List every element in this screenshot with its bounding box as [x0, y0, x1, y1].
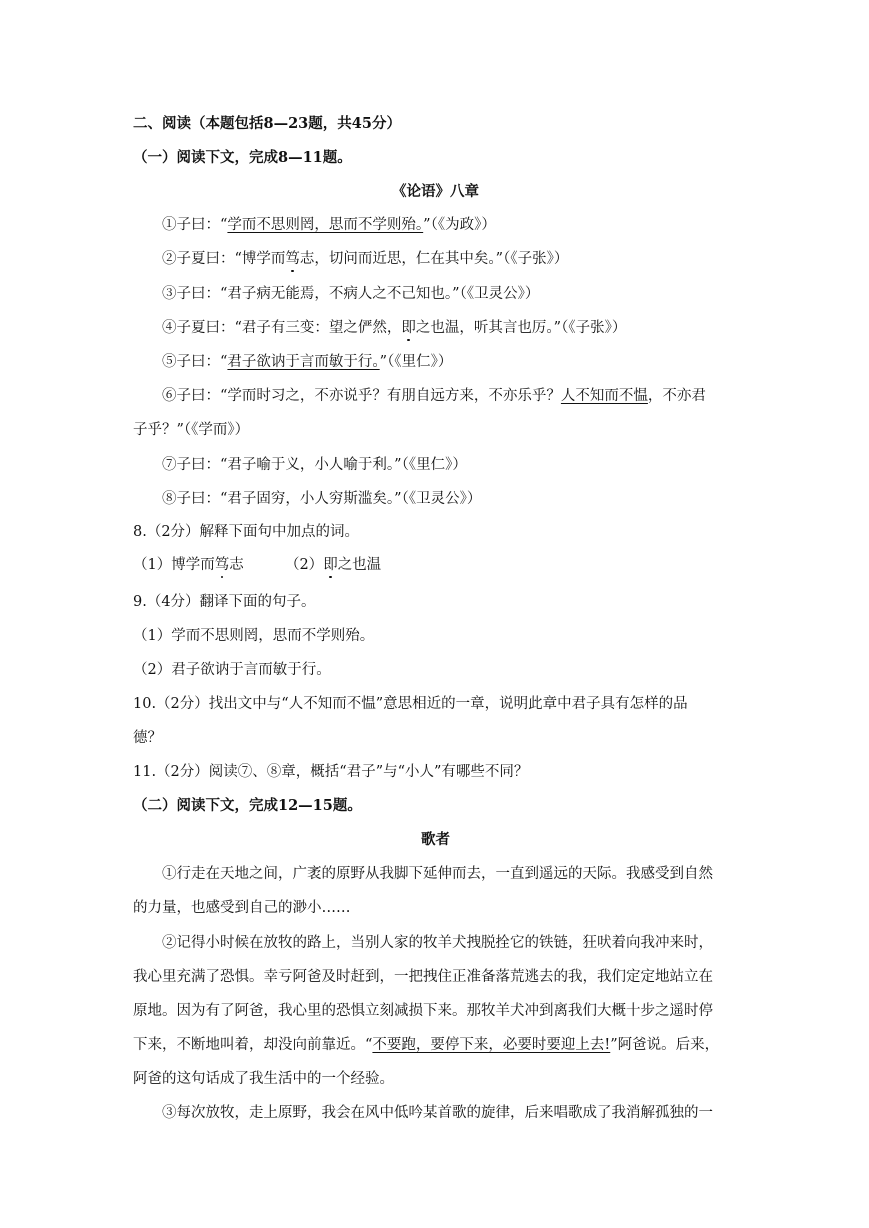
- chapter-2: ②子夏曰：“博学而笃志，切问而近思，仁在其中矣。”（《子张》）: [162, 251, 569, 267]
- dotted-character: 笃: [285, 251, 300, 267]
- underlined-text: 学而不思则罔，思而不学则殆。: [227, 217, 424, 233]
- part1-heading: （一）阅读下文，完成8—11题。: [133, 149, 352, 166]
- paragraph-2-line4: 下来，不断地叫着，却没向前靠近。“不要跑，要停下来，必要时要迎上去!”阿爸说。后来，: [133, 1037, 720, 1053]
- dotted-character: 即: [323, 557, 338, 573]
- paragraph-1-line1: ①行走在天地之间，广袤的原野从我脚下延伸而去，一直到遥远的天际。我感受到自然: [162, 866, 713, 882]
- question-9-sentence-2: （2）君子欲讷于言而敏于行。: [133, 662, 331, 678]
- chapter-1: ①子曰：“学而不思则罔，思而不学则殆。”（《为政》）: [162, 217, 496, 233]
- paragraph-2-line2: 我心里充满了恐惧。幸亏阿爸及时赶到，一把拽住正准备落荒逃去的我，我们定定地站立在: [133, 969, 713, 985]
- question-11: 11.（2分）阅读⑦、⑧章，概括“君子”与“小人”有哪些不同？: [133, 764, 529, 780]
- underlined-text: 不要跑，要停下来，必要时要迎上去!: [372, 1037, 611, 1053]
- paragraph-1-line2: 的力量，也感受到自己的渺小……: [133, 900, 351, 916]
- chapter-8: ⑧子曰：“君子固穷，小人穷斯滥矣。”（《卫灵公》）: [162, 491, 482, 507]
- chapter-6-line2: 子乎？”（《学而》）: [133, 422, 250, 438]
- chapter-4: ④子夏曰：“君子有三变：望之俨然，即之也温，听其言也厉。”（《子张》）: [162, 320, 627, 336]
- question-8-items: （1）博学而笃志 （2）即之也温: [133, 557, 382, 573]
- paragraph-2-line1: ②记得小时候在放牧的路上，当别人家的牧羊犬拽脱拴它的铁链，狂吠着向我冲来时，: [162, 935, 713, 951]
- underlined-text: 君子欲讷于言而敏于行。: [227, 354, 380, 370]
- question-9-stem: 9.（4分）翻译下面的句子。: [133, 594, 316, 610]
- paragraph-3-line1: ③每次放牧，走上原野，我会在风中低吟某首歌的旋律，后来唱歌成了我消解孤独的一: [162, 1105, 713, 1121]
- section-title: 二、阅读（本题包括8—23题，共45分）: [133, 115, 401, 132]
- chapter-6: ⑥子曰：“学而时习之，不亦说乎？有朋自远方来，不亦乐乎？人不知而不愠，不亦君: [162, 388, 706, 404]
- question-8-stem: 8.（2分）解释下面句中加点的词。: [133, 524, 360, 540]
- chapter-3: ③子曰：“君子病无能焉，不病人之不己知也。”（《卫灵公》）: [162, 286, 540, 302]
- chapter-7: ⑦子曰：“君子喻于义，小人喻于利。”（《里仁》）: [162, 457, 467, 473]
- question-10-line1: 10.（2分）找出文中与“人不知而不愠”意思相近的一章，说明此章中君子具有怎样的品: [133, 696, 688, 712]
- dotted-character: 即: [401, 320, 416, 336]
- paragraph-2-line5: 阿爸的这句话成了我生活中的一个经验。: [133, 1071, 394, 1087]
- question-10-line2: 德？: [133, 730, 162, 746]
- part1-title: 《论语》八章: [392, 183, 479, 200]
- question-9-sentence-1: （1）学而不思则罔，思而不学则殆。: [133, 628, 375, 644]
- dotted-character: 笃: [214, 557, 230, 573]
- paragraph-2-line3: 原地。因为有了阿爸，我心里的恐惧立刻减损下来。那牧羊犬冲到离我们大概十步之遥时停: [133, 1003, 713, 1019]
- chapter-5: ⑤子曰：“君子欲讷于言而敏于行。”（《里仁》）: [162, 354, 453, 370]
- part2-heading: （二）阅读下文，完成12—15题。: [133, 797, 362, 814]
- underlined-text: 人不知而不愠: [560, 388, 648, 404]
- part2-title: 歌者: [421, 831, 450, 848]
